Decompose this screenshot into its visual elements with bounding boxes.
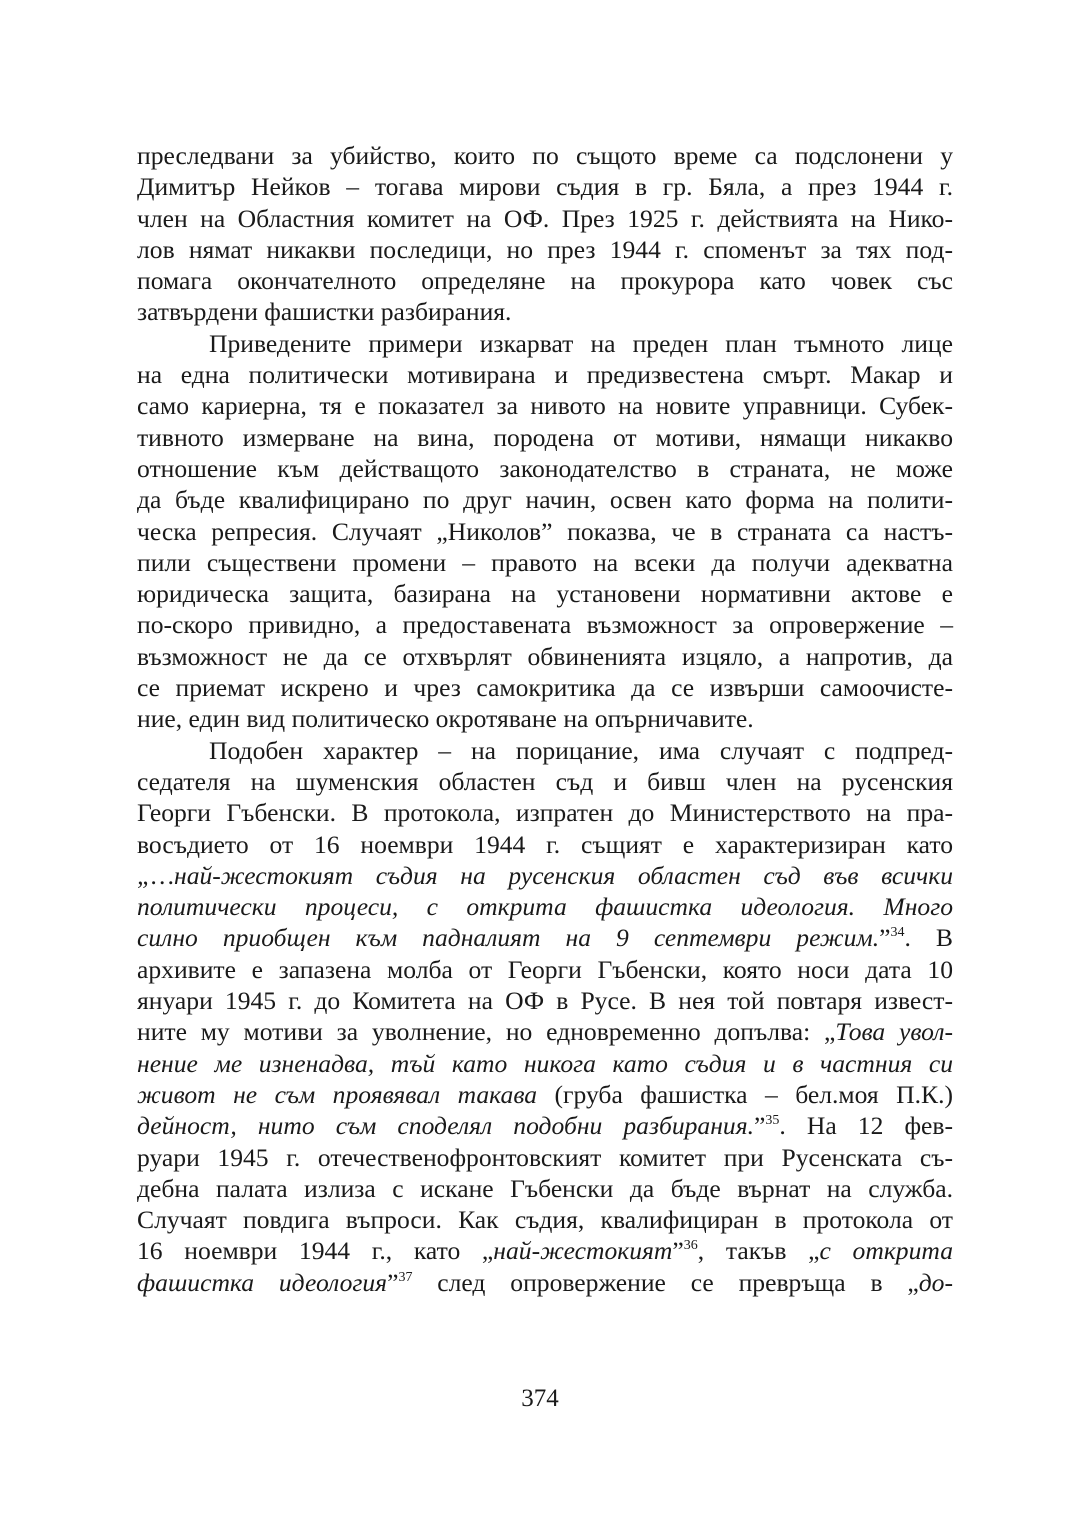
text-line — [137, 171, 953, 202]
text-segment: след опровержение се превръща в „ — [412, 1267, 919, 1297]
text-segment: нение ме изненадва, тъй като никога като съдия и в частния си — [137, 1048, 953, 1078]
text-line — [137, 1173, 953, 1204]
page-number: 374 — [521, 1385, 559, 1412]
text-segment: юридическа защита, базирана на установени нормативни актове е — [137, 579, 953, 609]
footnote-ref: 37 — [398, 1269, 413, 1285]
text-line — [137, 516, 953, 547]
text-segment: пили съществени промени – правото на всеки да получи адекватна — [137, 547, 953, 577]
text-segment: Георги Гъбенски. В протокола, изпратен до Министерството на пра- — [137, 798, 953, 828]
text-segment: . В — [904, 923, 953, 953]
text-segment: ” — [754, 1111, 766, 1141]
text-segment: 16 ноември 1944 г., като „ — [137, 1236, 494, 1266]
text-line — [137, 766, 953, 797]
text-line — [137, 641, 953, 672]
text-segment: ” — [387, 1267, 399, 1297]
text-segment: член на Областния комитет на ОФ. През 1925 г. действията на Нико- — [137, 203, 953, 233]
text-line — [137, 1016, 953, 1047]
text-segment: с открита — [819, 1236, 953, 1266]
text-segment: Случаят повдига въпроси. Как съдия, квалифициран в протокола от — [137, 1205, 953, 1235]
text-segment: преследвани за убийство, които по същото време са подслонени у — [137, 141, 953, 170]
footnote-ref: 35 — [765, 1113, 780, 1129]
text-segment: дейност, нито съм споделял подобни разбирания. — [137, 1111, 755, 1141]
text-line — [137, 1079, 953, 1110]
text-segment: възможност не да се отхвърлят обвиненията изцяло, а напротив, да — [137, 641, 953, 671]
text-segment: (груба фашистка – бел.моя П.К.) — [537, 1079, 953, 1109]
footnote-ref: 36 — [683, 1238, 698, 1254]
text-line — [137, 985, 953, 1016]
text-line — [137, 829, 953, 860]
text-segment: се приемат искрено и чрез самокритика да се извърши самоочисте- — [137, 673, 953, 703]
paragraph — [137, 735, 953, 1298]
text-line — [137, 797, 953, 828]
text-segment: седателя на шуменския областен съд и бивш член на русенския — [137, 766, 953, 796]
text-line — [137, 860, 953, 891]
text-segment: , такъв „ — [697, 1236, 820, 1266]
text-segment: Димитър Нейков – тогава мирови съдия в гр. Бяла, а през 1944 г. — [137, 172, 953, 202]
text-line — [137, 578, 953, 609]
text-line — [137, 703, 953, 734]
text-line — [137, 1204, 953, 1235]
text-segment: само кариерна, тя е показател за нивото на новите управници. Субек- — [137, 391, 953, 421]
text-segment: да бъде квалифицирано по друг начин, освен като форма на полити- — [137, 485, 953, 515]
text-segment: по-скоро привидно, а предоставената възможност за опровержение – — [137, 610, 953, 640]
text-segment: силно приобщен към падналият на 9 септември режим. — [137, 923, 880, 953]
text-segment: фашистка идеология — [137, 1267, 388, 1297]
text-line — [137, 484, 953, 515]
text-line — [137, 1110, 953, 1141]
text-segment: до- — [918, 1267, 953, 1297]
text-line — [137, 1142, 953, 1173]
paragraph — [137, 140, 953, 328]
text-line — [137, 390, 953, 421]
text-segment: отношение към действащото законодателство в страната, не може — [137, 453, 953, 483]
text-segment: восъдието от 16 ноември 1944 г. същият е характеризиран като — [137, 829, 953, 859]
text-segment: „…най-жестокият съдия на русенския областен съд във всички — [137, 860, 953, 890]
text-line — [137, 140, 953, 171]
text-segment: Подобен характер – на порицание, има случаят с подпред- — [209, 735, 953, 765]
text-segment: на една политически мотивирана и предизвестена смърт. Макар и — [137, 360, 953, 390]
text-segment: тивното измерване на вина, породена от мотиви, нямащи никакво — [137, 422, 953, 452]
text-line — [137, 328, 953, 359]
text-segment: затвърдени фашистки разбирания. — [137, 297, 512, 327]
text-segment: архивите е запазена молба от Георги Гъбенски, която носи дата 10 — [137, 954, 953, 984]
text-line — [137, 422, 953, 453]
text-segment: помага окончателното определяне на прокурора като човек със — [137, 266, 953, 296]
text-line — [137, 672, 953, 703]
text-line — [137, 296, 953, 327]
text-segment: ческа репресия. Случаят „Николов” показва, че в страната са настъ- — [137, 516, 953, 546]
text-segment: ” — [879, 923, 891, 953]
footnote-ref: 34 — [890, 925, 905, 941]
text-line — [137, 922, 953, 953]
text-segment: ние, един вид политическо окротяване на опърничавите. — [137, 704, 754, 734]
text-line — [137, 1267, 953, 1298]
text-segment: лов нямат никакви последици, но през 1944 г. споменът за тях под- — [137, 234, 953, 264]
text-segment: най-жестокият — [493, 1236, 673, 1266]
text-line — [137, 735, 953, 766]
paragraph — [137, 328, 953, 735]
text-segment: дебна палата излиза с искане Гъбенски да бъде върнат на служба. — [137, 1173, 953, 1203]
text-line — [137, 453, 953, 484]
text-line — [137, 1048, 953, 1079]
text-segment: Приведените примери изкарват на преден план тъмното лице — [209, 328, 953, 358]
text-segment: ните му мотиви за уволнение, но едновременно допълва: „ — [137, 1017, 836, 1047]
text-segment: . На 12 фев- — [779, 1111, 953, 1141]
text-line — [137, 954, 953, 985]
body-text — [137, 140, 953, 1298]
text-segment: януари 1945 г. до Комитета на ОФ в Русе. В нея той повтаря извест- — [137, 986, 953, 1016]
text-segment: живот не съм проявявал такава — [137, 1079, 538, 1109]
text-line — [137, 203, 953, 234]
text-segment: политически процеси, с открита фашистка идеология. Много — [137, 892, 953, 922]
text-line — [137, 547, 953, 578]
text-line — [137, 891, 953, 922]
text-line — [137, 359, 953, 390]
text-segment: руари 1945 г. отечественофронтовският комитет при Русенската съ- — [137, 1142, 953, 1172]
text-line — [137, 609, 953, 640]
text-segment: Това увол- — [835, 1017, 954, 1047]
text-line — [137, 234, 953, 265]
text-segment: ” — [672, 1236, 684, 1266]
text-line — [137, 265, 953, 296]
text-line — [137, 1235, 953, 1266]
